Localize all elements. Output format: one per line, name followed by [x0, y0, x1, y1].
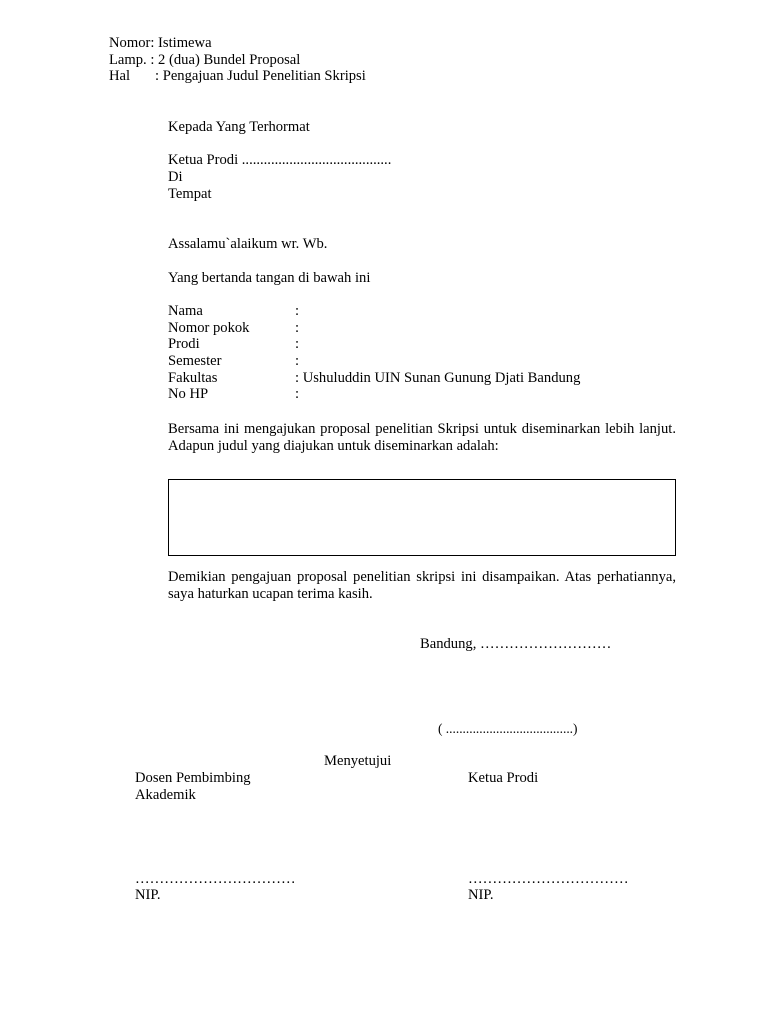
field-label-prodi: Prodi — [168, 336, 200, 352]
field-value-no-hp: : — [295, 386, 300, 402]
place-date: Bandung, ……………………… — [420, 636, 612, 652]
lamp-value: : 2 (dua) Bundel Proposal — [150, 52, 301, 68]
nomor-value: : Istimewa — [150, 35, 212, 51]
field-value-fakultas: : Ushuluddin UIN Sunan Gunung Djati Bandung — [295, 370, 581, 386]
right-signature-dots: …………………………… — [468, 871, 629, 887]
research-title-box[interactable] — [168, 479, 676, 556]
recipient-di: Di — [168, 169, 183, 185]
recipient-place: Tempat — [168, 186, 212, 202]
left-signature-dots: …………………………… — [135, 871, 296, 887]
header-nomor — [109, 35, 212, 52]
field-label-nomor-pokok: Nomor pokok — [168, 320, 250, 336]
header-hal — [109, 68, 366, 85]
hal-label: Hal — [109, 68, 131, 84]
closing-paragraph: Demikian pengajuan proposal penelitian skripsi ini disampaikan. Atas perhatiannya, saya haturkan ucapan terima kasih. — [168, 569, 676, 602]
recipient-name: Ketua Prodi ......................................... — [168, 152, 392, 168]
right-nip: NIP. — [468, 887, 494, 903]
salam-opening: Assalamu`alaikum wr. Wb. — [168, 236, 328, 252]
approval-title: Menyetujui — [324, 753, 392, 769]
intro-text: Yang bertanda tangan di bawah ini — [168, 270, 371, 286]
nomor-label: Nomor — [109, 35, 151, 51]
left-role-line2: Akademik — [135, 787, 196, 803]
field-value-nama: : — [295, 303, 300, 319]
lamp-label: Lamp. — [109, 52, 147, 68]
right-role: Ketua Prodi — [468, 770, 539, 786]
body-paragraph: Bersama ini mengajukan proposal penelitian Skripsi untuk diseminarkan lebih lanjut. Adapun judul yang diajukan untuk diseminarkan adalah: — [168, 421, 676, 454]
field-label-nama: Nama — [168, 303, 203, 319]
signature-name-placeholder: ( ......................................) — [438, 721, 578, 736]
field-label-fakultas: Fakultas — [168, 370, 218, 386]
field-label-no-hp: No HP — [168, 386, 209, 402]
field-value-nomor-pokok: : — [295, 320, 300, 336]
left-nip: NIP. — [135, 887, 161, 903]
recipient-greeting: Kepada Yang Terhormat — [168, 119, 310, 135]
left-role-line1: Dosen Pembimbing — [135, 770, 251, 786]
field-value-prodi: : — [295, 336, 300, 352]
field-label-semester: Semester — [168, 353, 222, 369]
header-lamp — [109, 52, 300, 69]
hal-value: : Pengajuan Judul Penelitian Skripsi — [155, 68, 366, 84]
field-value-semester: : — [295, 353, 300, 369]
